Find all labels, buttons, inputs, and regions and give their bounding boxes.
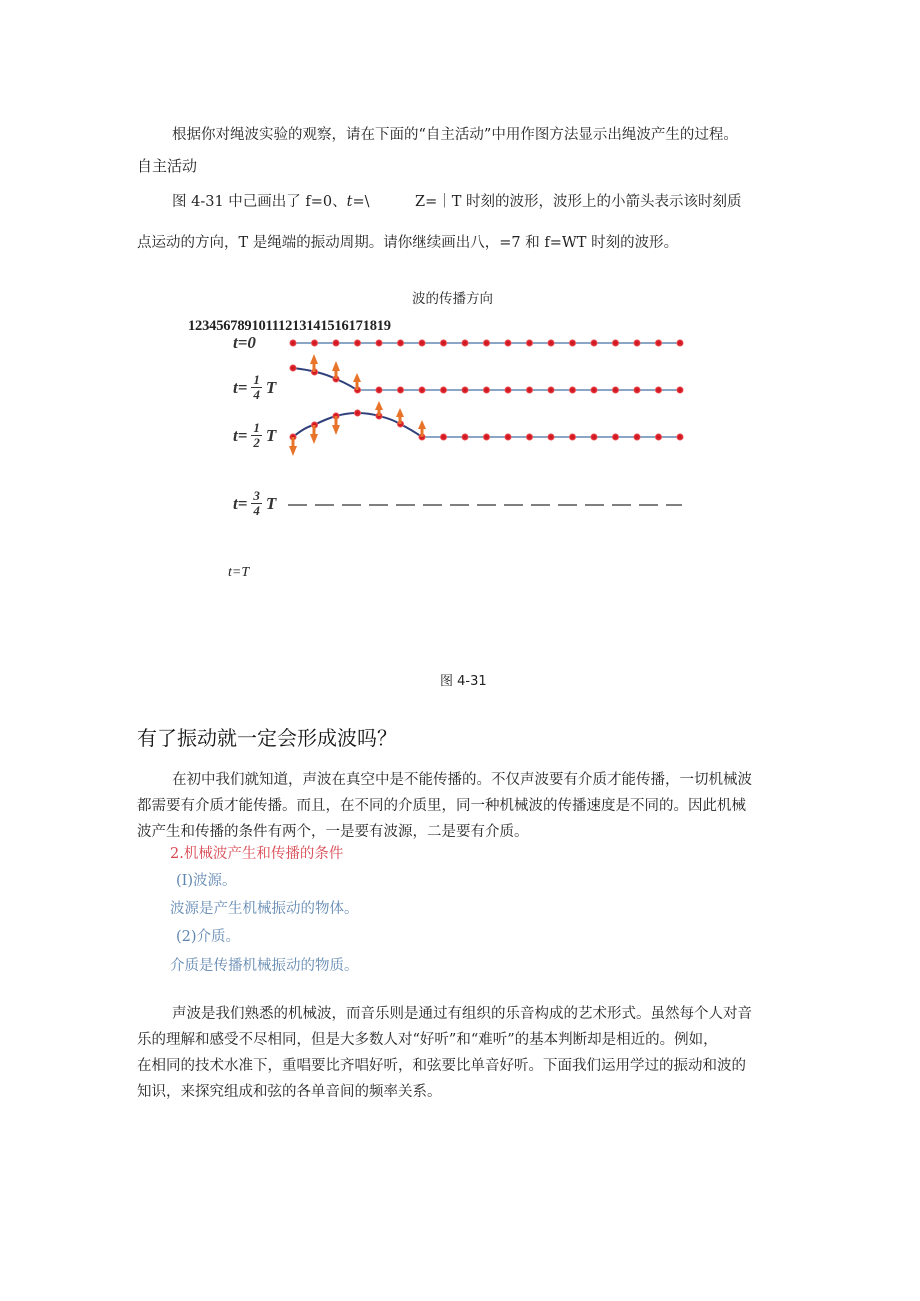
activity-line-1-part-b: =\ — [352, 194, 370, 210]
fraction-numerator: 3 — [253, 488, 260, 503]
particle-dot — [526, 433, 533, 440]
particle-dot — [547, 386, 554, 393]
activity-line-1-cont: Z=｜T 时刻的波形，波形上的小箭头表示该时刻质 — [415, 194, 742, 210]
section-heading: 有了振动就一定会形成波吗？ — [137, 726, 397, 750]
row-label-prefix: t= — [233, 425, 248, 445]
row-label-t0: t=0 — [233, 333, 256, 352]
particle-dot — [633, 433, 640, 440]
particle-dot — [418, 339, 425, 346]
row-label-suffix: T — [265, 377, 277, 397]
particle-dot — [483, 386, 490, 393]
activity-line-1-part-a: 图 4-31 中己画出了 f=0、 — [172, 194, 347, 210]
particle-dot — [676, 433, 683, 440]
figure-title: 波的传播方向 — [412, 291, 493, 307]
particle-dot — [289, 364, 296, 371]
particle-dot — [569, 433, 576, 440]
particle-dot — [418, 386, 425, 393]
particle-dot — [590, 339, 597, 346]
particle-dot — [655, 339, 662, 346]
para2-line-2: 乐的理解和感受不尽相同，但是大多数人对“好听”和“难听”的基本判断却是相近的。例如， — [137, 1032, 718, 1048]
para2-line-1: 声波是我们熟悉的机械波，而音乐则是通过有组织的乐音构成的艺术形式。虽然每个人对音 — [172, 1006, 752, 1022]
particle-dot — [612, 339, 619, 346]
particle-dot — [655, 386, 662, 393]
particle-dot — [504, 339, 511, 346]
particle-dot — [526, 339, 533, 346]
particle-dot — [504, 433, 511, 440]
item-wave-source-desc: 波源是产生机械振动的物体。 — [170, 901, 359, 917]
particle-dot — [440, 339, 447, 346]
particle-dot — [375, 339, 382, 346]
row-label-suffix: T — [265, 493, 277, 513]
particle-dot — [311, 339, 318, 346]
wave-row-half — [289, 401, 684, 456]
wave-diagram — [0, 0, 920, 560]
item-medium-desc: 介质是传播机械振动的物质。 — [170, 958, 359, 974]
fraction-denominator: 4 — [253, 503, 260, 518]
subheading-conditions: 2.机械波产生和传播的条件 — [170, 846, 344, 862]
fraction-denominator: 2 — [253, 435, 260, 450]
particle-dot — [461, 339, 468, 346]
row-label-prefix: t= — [233, 493, 248, 513]
motion-arrow-icon — [289, 401, 426, 456]
particle-dot — [483, 433, 490, 440]
particle-dot — [397, 386, 404, 393]
item-wave-source: (I)波源。 — [176, 873, 237, 889]
particle-dot — [590, 433, 597, 440]
fraction-numerator: 1 — [253, 420, 260, 435]
particle-dot — [547, 339, 554, 346]
para2-line-3: 在相同的技术水准下，重唱要比齐唱好听，和弦要比单音好听。下面我们运用学过的振动和波的 — [137, 1058, 746, 1074]
figure-caption: 图 4-31 — [440, 674, 487, 689]
particle-dot — [289, 339, 296, 346]
particle-dot — [483, 339, 490, 346]
particle-dot — [461, 386, 468, 393]
particle-dot — [354, 339, 361, 346]
particle-dot — [569, 339, 576, 346]
row-label-prefix: t= — [233, 377, 248, 397]
para1-line-2: 都需要有介质才能传播。而且，在不同的介质里，同一种机械波的传播速度是不同的。因此机械 — [137, 798, 746, 814]
activity-heading: 自主活动 — [137, 157, 198, 175]
particle-dot — [375, 386, 382, 393]
particle-dot — [633, 386, 640, 393]
particle-dot — [633, 339, 640, 346]
particle-dot — [397, 339, 404, 346]
para1-line-1: 在初中我们就知道，声波在真空中是不能传播的。不仅声波要有介质才能传播，一切机械波 — [172, 772, 752, 788]
para1-line-3: 波产生和传播的条件有两个，一是要有波源，二是要有介质。 — [137, 824, 529, 840]
wave-row-t0 — [289, 339, 683, 346]
row-label-full-period: t=T — [228, 565, 250, 580]
fraction-denominator: 4 — [253, 387, 260, 402]
figure-index-numbers: 12345678910111213141516171819 — [188, 318, 391, 334]
particle-dot — [676, 339, 683, 346]
particle-dot — [526, 386, 533, 393]
particle-dot — [569, 386, 576, 393]
particle-dot — [612, 433, 619, 440]
activity-line-1-t: t — [346, 194, 353, 210]
particle-dot — [676, 386, 683, 393]
fraction-numerator: 1 — [253, 372, 260, 387]
item-medium: (2)介质。 — [176, 929, 241, 945]
row-label-suffix: T — [265, 425, 277, 445]
particle-dot — [504, 386, 511, 393]
particle-dot — [354, 409, 361, 416]
wave-row-quarter — [289, 354, 683, 394]
particle-dot — [440, 433, 447, 440]
particle-dot — [547, 433, 554, 440]
para2-line-4: 知识，来探究组成和弦的各单音间的频率关系。 — [137, 1084, 442, 1100]
particle-dot — [612, 386, 619, 393]
particle-dot — [590, 386, 597, 393]
activity-line-2: 点运动的方向，T 是绳端的振动周期。请你继续画出八，=7 和 f=WT 时刻的波形。 — [137, 235, 679, 251]
particle-dot — [332, 339, 339, 346]
particle-dot — [655, 433, 662, 440]
particle-dot — [461, 433, 468, 440]
intro-paragraph: 根据你对绳波实验的观察，请在下面的“自主活动”中用作图方法显示出绳波产生的过程。 — [172, 127, 738, 143]
particle-dot — [440, 386, 447, 393]
